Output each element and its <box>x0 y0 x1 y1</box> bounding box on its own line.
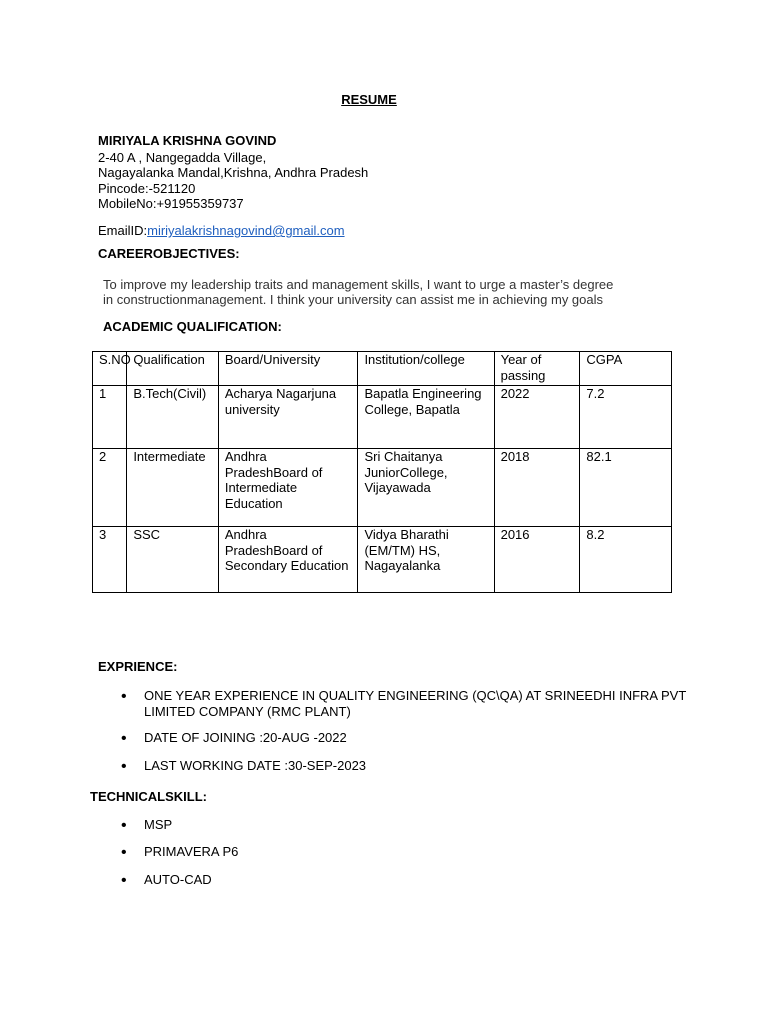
resume-title: RESUME <box>341 92 397 107</box>
cell-cgpa: 82.1 <box>580 449 672 527</box>
career-objective-text <box>103 277 613 307</box>
bullet-icon: • <box>121 872 127 889</box>
header-board: Board/University <box>218 352 358 386</box>
skill-item-1: MSP <box>144 817 173 832</box>
cell-institution: Bapatla Engineering College, Bapatla <box>358 386 494 449</box>
cell-board: Andhra PradeshBoard of Secondary Education <box>218 527 358 593</box>
header-institution: Institution/college <box>358 352 494 386</box>
table-row <box>93 449 672 527</box>
cell-institution: Vidya Bharathi (EM/TM) HS, Nagayalanka <box>358 527 494 593</box>
experience-item-1: ONE YEAR EXPERIENCE IN QUALITY ENGINEERING (QC\QA) AT SRINEEDHI INFRA PVT <box>144 688 687 703</box>
table-row <box>93 386 672 449</box>
header-year: Year of passing <box>494 352 580 386</box>
cell-sno: 1 <box>93 386 127 449</box>
pincode-line: Pincode:-521120 <box>98 181 196 196</box>
email-line <box>98 223 345 239</box>
cell-board: Andhra PradeshBoard of Intermediate Education <box>218 449 358 527</box>
career-objective-line-2: in constructionmanagement. I think your university can assist me in achieving my goals <box>103 292 604 307</box>
cell-institution: Sri Chaitanya JuniorCollege, Vijayawada <box>358 449 494 527</box>
experience-item-1-cont: LIMITED COMPANY (RMC PLANT) <box>144 704 351 719</box>
bullet-icon: • <box>121 817 127 834</box>
cell-qualification: SSC <box>127 527 219 593</box>
skill-item-3: AUTO-CAD <box>144 872 212 887</box>
bullet-icon: • <box>121 844 127 861</box>
cell-sno: 2 <box>93 449 127 527</box>
bullet-icon: • <box>121 688 127 705</box>
cell-year: 2022 <box>494 386 580 449</box>
mobile-line: MobileNo:+91955359737 <box>98 196 244 211</box>
career-objectives-heading: CAREEROBJECTIVES: <box>98 246 240 261</box>
header-qualification: Qualification <box>127 352 219 386</box>
candidate-name: MIRIYALA KRISHNA GOVIND <box>98 133 277 148</box>
header-sno: S.NO <box>93 352 127 386</box>
header-cgpa: CGPA <box>580 352 672 386</box>
experience-item-2: DATE OF JOINING :20-AUG -2022 <box>144 730 347 745</box>
skill-item-2: PRIMAVERA P6 <box>144 844 239 859</box>
cell-cgpa: 7.2 <box>580 386 672 449</box>
experience-heading: EXPRIENCE: <box>98 659 178 674</box>
technical-skill-heading: TECHNICALSKILL: <box>90 789 207 804</box>
email-link[interactable]: miriyalakrishnagovind@gmail.com <box>147 223 345 238</box>
cell-qualification: Intermediate <box>127 449 219 527</box>
career-objective-line-1: To improve my leadership traits and management skills, I want to urge a master’s degree <box>103 277 614 292</box>
cell-board: Acharya Nagarjuna university <box>218 386 358 449</box>
address-line-1: 2-40 A , Nangegadda Village, <box>98 150 267 165</box>
address-line-2: Nagayalanka Mandal,Krishna, Andhra Pradesh <box>98 165 369 180</box>
cell-year: 2016 <box>494 527 580 593</box>
table-row <box>93 527 672 593</box>
cell-qualification: B.Tech(Civil) <box>127 386 219 449</box>
email-label: EmailID: <box>98 223 148 238</box>
academic-heading: ACADEMIC QUALIFICATION: <box>103 319 282 334</box>
experience-item-3: LAST WORKING DATE :30-SEP-2023 <box>144 758 367 773</box>
academic-table <box>92 351 672 593</box>
cell-year: 2018 <box>494 449 580 527</box>
cell-cgpa: 8.2 <box>580 527 672 593</box>
table-header-row <box>93 352 672 386</box>
cell-sno: 3 <box>93 527 127 593</box>
bullet-icon: • <box>121 730 127 747</box>
bullet-icon: • <box>121 758 127 775</box>
